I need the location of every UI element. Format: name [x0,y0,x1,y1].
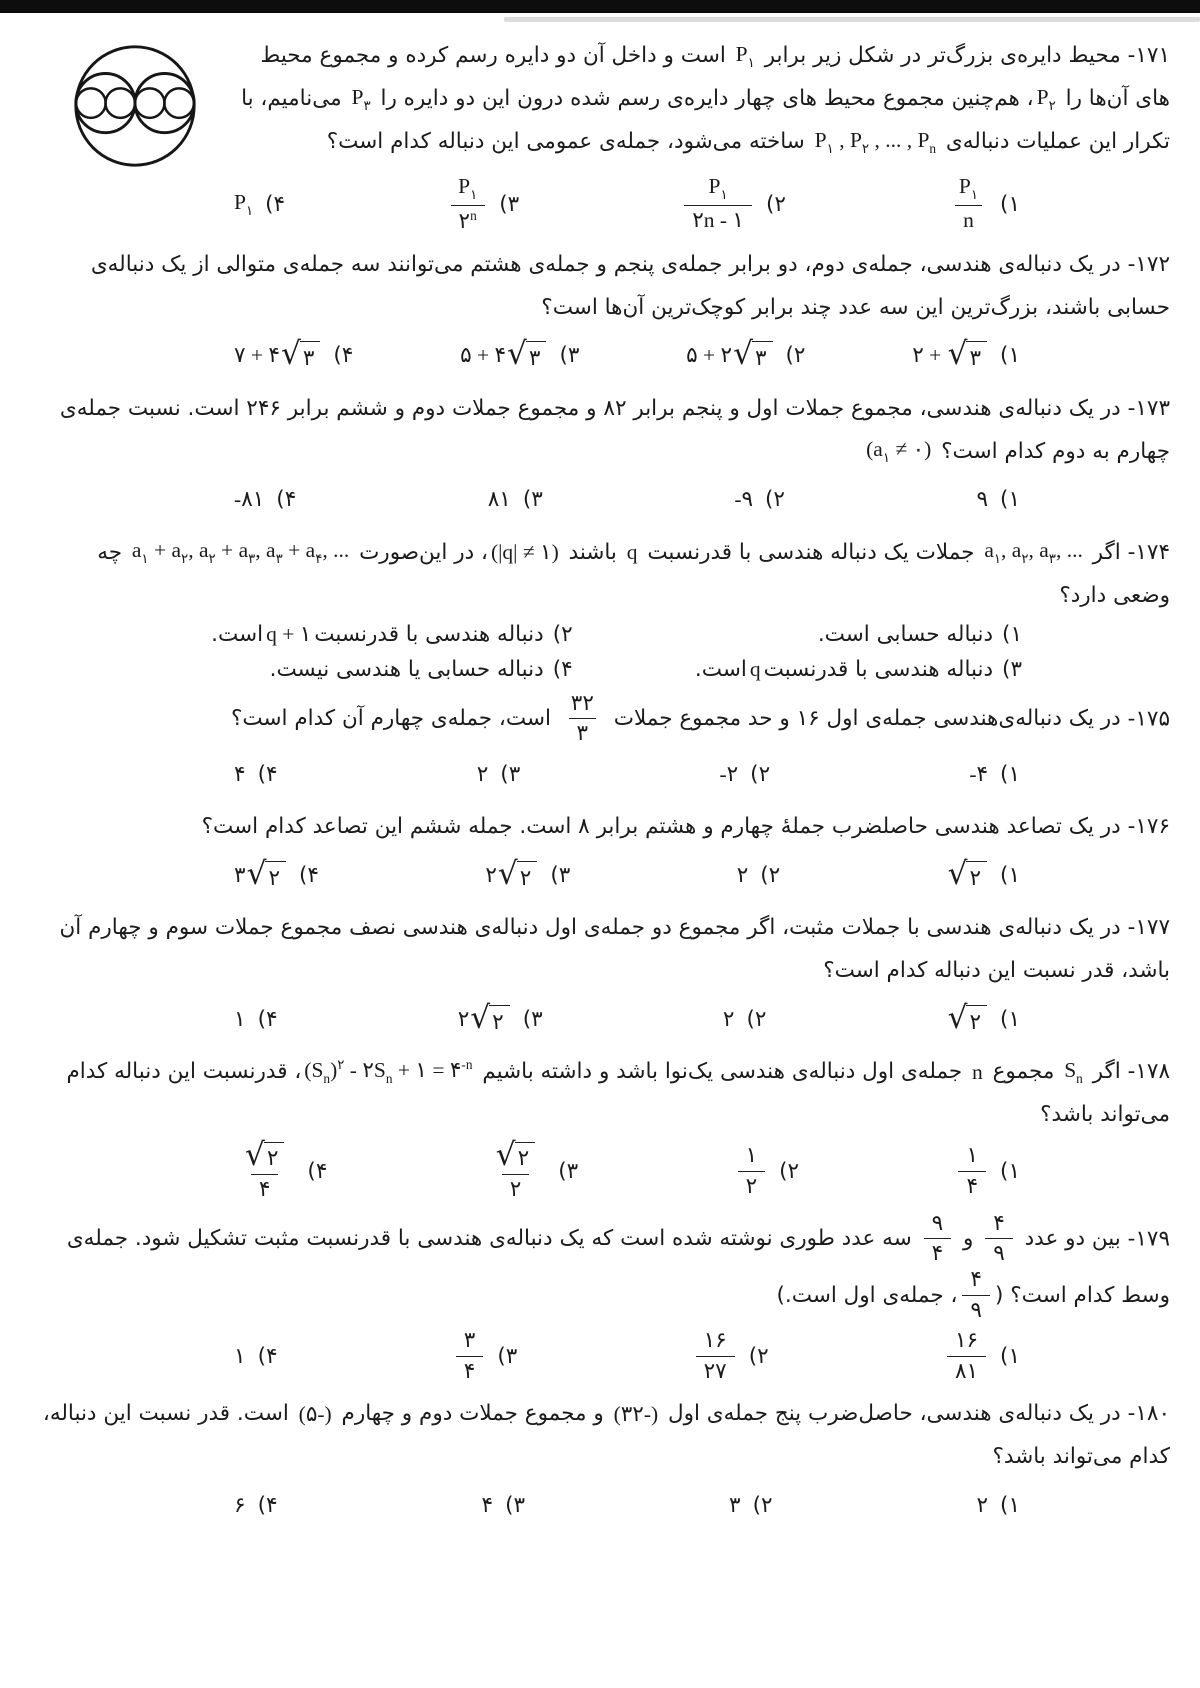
question-text [36,691,1170,748]
option [973,486,1020,513]
option-value: $\frac{۱۶}{۲۷}$ [691,1328,740,1385]
option [231,1137,328,1203]
option-value: ۲ √ ۲ [482,859,541,892]
option [482,1137,579,1203]
option-value: $\frac{۳}{۴}$ [451,1328,489,1385]
option-label: ۲) [752,1492,773,1518]
option [231,1006,278,1033]
option [231,855,319,892]
option-value: $\frac{۱}{۲}$ [733,1143,771,1200]
option [679,174,786,234]
option [445,174,519,235]
question [36,34,1170,237]
question-text [234,34,1170,163]
option-value: √ ۲ [944,859,991,892]
option [270,656,573,683]
option-value: ۸۱ [487,487,511,512]
option-value: ۵ + ۴ √ ۳ [457,339,550,372]
question [36,387,1170,525]
option-label: ۱) [1000,343,1020,369]
question-text [36,1050,1170,1136]
option [942,1328,1020,1385]
question [36,531,1170,685]
question-text [36,805,1170,848]
option [966,761,1020,788]
option-label: ۱) [1000,191,1020,217]
option-label: ۳) [522,1006,543,1032]
option [474,761,521,788]
option-value: دنباله هندسی با قدرنسبت q است. [694,656,994,682]
option-label: ۳) [497,1343,518,1369]
option-label: ۴) [257,1343,278,1369]
option-value: دنباله حسابی است. [817,621,994,647]
option [726,1492,773,1519]
option-label: ۴) [276,487,297,513]
option-label: ۲) [779,1158,800,1184]
question-options [36,1136,1170,1205]
question-figure [36,34,234,170]
question-text [36,906,1170,992]
question-body: در یک دنباله‌ی هندسی، حاصل‌ضرب پنج جمله‌ی اول (۳۲-) و مجموع جملات دوم و چهارم (۵-) است. قدر نسبت این دنباله، کدام می‌تواند باشد؟ [42,1401,1170,1470]
question-number: ۱۷۸- [1120,1059,1170,1085]
option-label: ۳) [558,1158,579,1184]
option-label: ۱) [1000,1343,1020,1369]
option-value: ۲ [476,761,489,786]
option-label: ۴) [552,656,573,682]
question-body: در یک دنباله‌ی هندسی با جملات مثبت، اگر مجموع دو جمله‌ی اول دنباله‌ی هندسی نصف مجموع جملات سوم و چهارم آن باشد، قدر نسبت این دنباله کدام است؟ [59,915,1170,984]
question-number: ۱۷۷- [1120,915,1170,941]
question-number: ۱۷۱- [1120,43,1170,68]
option-value: ۳ √ ۲ [231,859,290,892]
question-body: محیط دایره‌ی بزرگ‌تر در شکل زیر برابر $P_۱$ است و داخل آن دو دایره رسم کرده و مجموع محیط های آن‌ها را $P_۲،$ هم‌چنین مجموع محیط های چهار دایره‌ی رسم شده درون این دو دایره را $P_۳$ می‌نامیم، با تکرار این عملیات دنباله‌ی $P_۱$ , $P_۲$ , ... , $P_n$ ساخته می‌شود، جمله‌ی عمومی این دنباله کدام است؟ [241,41,1170,156]
question-options [36,617,1170,685]
option-value: ۲ [736,862,749,887]
question [36,906,1170,1044]
option-value: $\frac{۱۶}{۸۱}$ [942,1328,991,1385]
option-label: ۲) [748,1343,769,1369]
option [231,189,285,220]
option [720,1006,767,1033]
option-label: ۱) [1000,862,1020,888]
option [211,621,573,648]
question-text [36,1392,1170,1478]
option [485,486,543,513]
scan-artifact-bar [0,0,1200,13]
option-value: دنباله هندسی با قدرنسبت q + ۱ است. [211,621,544,647]
question-text [36,387,1170,473]
option [973,1492,1020,1519]
option [683,336,806,373]
option [953,1143,1020,1200]
option [231,1492,278,1519]
option-label: ۱) [1000,761,1020,787]
question [36,1392,1170,1530]
option-label: ۲) [552,621,573,647]
scan-artifact-smudge [504,17,1200,22]
question [36,1211,1170,1387]
option [479,1492,526,1519]
option-value: دنباله حسابی یا هندسی نیست. [269,656,544,682]
option-label: ۴) [257,1492,278,1518]
option-label: ۱) [1000,1492,1020,1518]
option [231,761,278,788]
option-label: ۳) [505,1492,526,1518]
question-body: اگر $a_۱$, $a_۲$, $a_۳$, ... جملات یک دنباله هندسی با قدرنسبت q باشند (|q| ≠ ۱)، در این‌صورت $a_۱ + a_۲$, $a_۲ + a_۳$, $a_۳ + a_۴$, ... چه وضعی دارد؟ [97,538,1170,608]
option-label: ۱) [1002,621,1022,647]
option-value: -۸۱ [234,487,265,512]
question [36,1050,1170,1205]
question [36,805,1170,900]
question-options [36,1478,1170,1530]
option-label: ۲) [785,343,806,369]
question-body: در یک دنباله‌ی‌هندسی جمله‌ی اول ۱۶ و حد مجموع جملات $\frac{۳۲}{۳}$ است، جمله‌ی چهارم آن کدام است؟ [231,690,1121,746]
option [231,336,354,373]
option [731,486,785,513]
option-label: ۲) [750,761,771,787]
question-options [36,848,1170,900]
option-value: ۱ [234,1343,246,1368]
question-options [36,473,1170,525]
option-label: ۲) [765,191,786,217]
option-label: ۳) [550,862,571,888]
option-value: $P_۱$ [234,190,254,219]
option-label: ۳) [500,761,521,787]
question [36,243,1170,381]
question-body: در یک تصاعد هندسی حاصلضرب جملهٔ چهارم و هشتم برابر ۸ است. جمله ششم این تصاعد کدام است؟ [201,814,1121,840]
option [231,1343,278,1370]
option-value: $\frac{P_۱}{۲^n}$ [445,174,490,235]
option-value: √ ۲ [944,1003,991,1036]
option [482,855,571,892]
option-value: ۳ [729,1493,741,1518]
nested-circles-figure [71,42,199,170]
option [733,1143,800,1200]
option-label: ۴) [265,191,286,217]
option-value: ۲ + √ ۳ [909,339,991,372]
option [231,486,296,513]
option-label: ۱) [1000,1158,1020,1184]
option [944,855,1020,892]
question-options [36,1324,1170,1387]
option [455,999,543,1036]
question-body: در یک دنباله‌ی هندسی، مجموع جملات اول و پنجم برابر ۸۲ و مجموع جملات دوم و ششم برابر ۲۴۶ است. نسبت جمله‌ی چهارم به دوم کدام است؟ ($a_۱$ ≠ ۰) [59,395,1170,466]
option [716,761,770,788]
option-value: $\frac{P_۱}{n}$ [946,174,991,234]
option-label: ۲) [760,862,781,888]
option-label: ۱) [1000,1006,1020,1032]
option-label: ۴) [307,1158,328,1184]
option-value: ۲ √ ۲ [455,1003,514,1036]
option-value: √ ۲ ۲ [482,1140,549,1203]
option-label: ۳) [1002,656,1022,682]
option-value: ۲ [722,1006,735,1031]
option [734,862,781,889]
option-label: ۴) [333,343,354,369]
question-number: ۱۷۶- [1120,814,1170,840]
option-label: ۱) [1000,487,1020,513]
option [691,1328,769,1385]
option-value: ۴ [481,1493,494,1518]
option-value: -۴ [969,761,989,786]
option [451,1328,518,1385]
option-label: ۴) [257,761,278,787]
question-body: اگر $S_n$ مجموع n جمله‌ی اول دنباله‌ی هندسی یک‌نوا باشد و داشته باشیم $(S_n)^۲$ - $۲S_n$ + ۱ = $۴^{-n}،$ قدرنسبت این دنباله کدام می‌تواند باشد؟ [66,1056,1170,1128]
option-value: ۶ [234,1493,246,1518]
option-label: ۳) [499,191,520,217]
option-label: ۴) [257,1006,278,1032]
option-value: ۵ + ۲ √ ۳ [683,339,776,372]
option [909,336,1020,373]
question [36,691,1170,800]
question-body: بین دو عدد $\frac{۴}{۹}$ و $\frac{۹}{۴}$ سه عدد طوری نوشته شده است که یک دنباله‌ی هندسی با قدرنسبت مثبت تشکیل شود. جمله‌ی وسط کدام است؟ ( $\frac{۴}{۹}$ ، جمله‌ی اول است.) [66,1210,1170,1323]
question-options [36,992,1170,1044]
option [818,621,1022,648]
option-label: ۲) [765,487,785,513]
option-value: ۹ [976,487,989,512]
question-number: ۱۷۴- [1120,539,1170,565]
option [695,656,1022,683]
option-value: -۹ [734,487,754,512]
option-value: ۷ + ۴ √ ۳ [231,339,324,372]
option [944,999,1020,1036]
option-label: ۲) [746,1006,767,1032]
option-value: -۲ [719,761,739,786]
option-label: ۴) [299,862,319,888]
option-value: ۱ [234,1006,246,1031]
question-number: ۱۷۲- [1120,251,1170,277]
question-number: ۱۷۳- [1120,395,1170,421]
option-value: $\frac{۱}{۴}$ [953,1143,991,1200]
question-options [36,329,1170,381]
question-body: در یک دنباله‌ی هندسی، جمله‌ی دوم، دو برابر جمله‌ی پنجم و جمله‌ی هشتم می‌توانند سه جمله‌ی متوالی از یک دنباله‌ی حسابی باشند، بزرگ‌ترین این سه عدد چند برابر کوچک‌ترین آن‌ها است؟ [90,251,1170,320]
question-options [36,747,1170,799]
question-text [36,1211,1170,1324]
question-text [36,531,1170,617]
option [946,174,1020,234]
option-value: √ ۲ ۴ [231,1140,298,1203]
option-label: ۳) [522,487,543,513]
question-number: ۱۷۹- [1120,1225,1170,1251]
option-value: ۴ [234,761,246,786]
option-label: ۳) [559,343,580,369]
question-number: ۱۷۵- [1120,705,1170,731]
option-value: ۲ [976,1493,989,1518]
question-text [36,243,1170,329]
question-options [36,170,1170,237]
option [457,336,580,373]
option-value: $\frac{P_۱}{۲n - ۱}$ [679,174,757,234]
question-number: ۱۸۰- [1120,1401,1170,1427]
